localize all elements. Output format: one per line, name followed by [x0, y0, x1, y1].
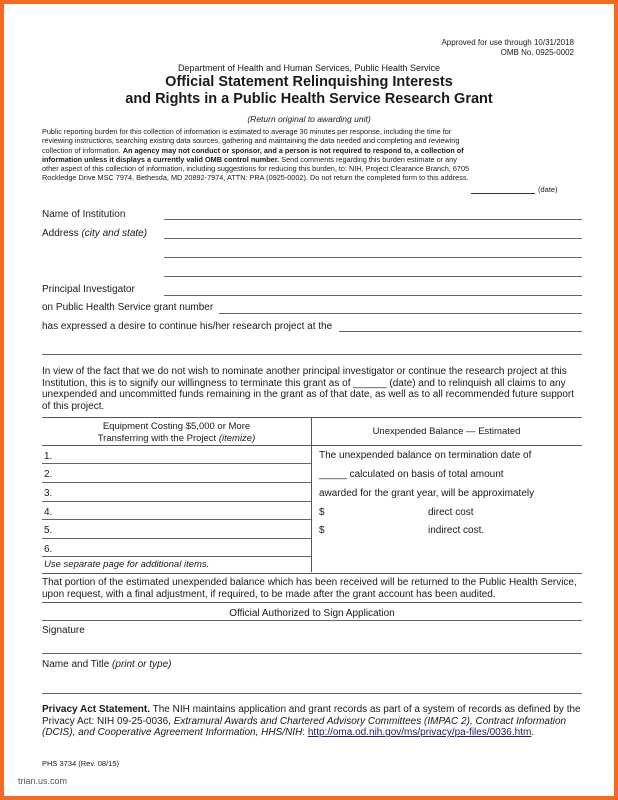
- table-header-divider: [42, 445, 582, 446]
- grant-number-label: on Public Health Service grant number: [42, 302, 214, 313]
- burden-statement: [42, 127, 474, 183]
- privacy-text-1: The NIH maintains application and grant records as part of a system of records as defined by the Privacy Act: NIH 09-25-0036,: [42, 704, 581, 727]
- indirect-dollar: $: [319, 525, 325, 536]
- address-label-text: Address: [42, 228, 79, 239]
- official-heading-rule: [42, 620, 582, 621]
- privacy-statement: [42, 704, 582, 739]
- burden-bold: An agency may not conduct or sponsor, and a person is not required to respond to, a collection of information unless it displays a currently valid OMB control number.: [42, 145, 464, 164]
- burden-text-2: Send comments regarding this burden estimate or any other aspect of this collection of information, including suggestions for reducing this burden, to: NIH, Project Clearance Branch, 6705 Rockledge Drive MSC 7974, Bethesda, MD 20892-7974, ATTN: PRA (0925-0002). Do not return the completed form to this address.: [42, 154, 470, 183]
- privacy-text-3: .: [531, 727, 535, 739]
- portion-statement: That portion of the estimated unexpended balance which has been received will be returned to the Public Health Service, upon request, with a final adjustment, if required, to be made after the grant account has been audited.: [42, 577, 577, 600]
- form-number: PHS 3734 (Rev. 08/15): [42, 759, 119, 768]
- institution-label: Name of Institution: [42, 209, 126, 220]
- address-label: [42, 228, 147, 239]
- balance-line-3: awarded for the grant year, will be approximately: [319, 488, 535, 499]
- address-note: (city and state): [81, 228, 148, 239]
- desire-field-2[interactable]: [42, 354, 582, 355]
- name-title-note: (print or type): [112, 659, 172, 670]
- item-field-4[interactable]: [42, 519, 311, 520]
- burden-text-1: Public reporting burden for this collection of information is estimated to average 30 minutes per response, including the time for reviewing instructions, searching existing data sources, gathering and maintaining the data needed and completing and reviewing collection of information.: [42, 127, 460, 155]
- pi-label: Principal Investigator: [42, 284, 135, 295]
- address-field-2[interactable]: [164, 257, 582, 258]
- item-row-5: 5.: [44, 525, 53, 536]
- equipment-header: [42, 421, 311, 445]
- item-field-5[interactable]: [42, 538, 311, 539]
- form-title: [4, 74, 614, 108]
- name-title-label: [42, 659, 172, 670]
- equipment-header-line2: [42, 433, 311, 445]
- separate-page-note: Use separate page for additional items.: [44, 559, 210, 570]
- desire-label: has expressed a desire to continue his/her research project at the: [42, 321, 333, 332]
- item-field-6[interactable]: [42, 556, 311, 557]
- termination-statement: In view of the fact that we do not wish to nominate another principal investigator or continue the research project at this Institution, this is to signify our willingness to terminate this grant as of ______ (date) and to relinquish all claims to any unexpended and uncommitted funds remaining in the grant as of that date, as well as to all recommended future support of this project.: [42, 366, 574, 412]
- address-field-3[interactable]: [164, 276, 582, 277]
- omb-approval: [441, 38, 574, 58]
- item-field-3[interactable]: [42, 501, 311, 502]
- table-divider: [311, 417, 312, 572]
- return-note: (Return original to awarding unit): [247, 114, 371, 124]
- approval-date: Approved for use through 10/31/2018: [441, 38, 574, 47]
- balance-line-1: The unexpended balance on termination date of: [319, 450, 532, 461]
- title-line-2: and Rights in a Public Health Service Research Grant: [125, 91, 493, 107]
- itemize-note: (itemize): [218, 433, 256, 444]
- pi-field[interactable]: [164, 295, 582, 296]
- date-field[interactable]: [471, 192, 535, 194]
- privacy-heading: Privacy Act Statement.: [42, 704, 151, 715]
- direct-dollar: $: [319, 507, 325, 518]
- equipment-header-text: Transferring with the Project: [97, 433, 217, 444]
- item-field-1[interactable]: [42, 463, 311, 464]
- direct-cost-label: direct cost: [428, 507, 474, 518]
- privacy-italic: Extramural Awards and Chartered Advisory Committees (IMPAC 2), Contract Information (DCIS), and Cooperative Agreement Information, HHS/NIH: [42, 715, 567, 739]
- watermark: trian.us.com: [18, 776, 68, 786]
- signature-field[interactable]: [42, 653, 582, 654]
- indirect-cost-label: indirect cost.: [428, 525, 485, 536]
- name-title-field[interactable]: [42, 693, 582, 694]
- institution-field[interactable]: [164, 219, 582, 220]
- desire-field-1[interactable]: [339, 331, 582, 332]
- balance-line-2: _____ calculated on basis of total amount: [319, 469, 504, 480]
- privacy-link[interactable]: http://oma.od.nih.gov/ms/privacy/pa-files/0036.htm: [307, 727, 532, 739]
- privacy-text-2: :: [302, 727, 308, 739]
- official-divider: [42, 602, 582, 603]
- item-row-1: 1.: [44, 451, 53, 462]
- omb-number: OMB No. 0925-0002: [500, 48, 574, 57]
- date-label: (date): [538, 185, 558, 194]
- signature-label: Signature: [42, 625, 85, 636]
- item-row-6: 6.: [44, 544, 53, 555]
- item-row-2: 2.: [44, 469, 53, 480]
- equipment-header-line1: Equipment Costing $5,000 or More: [102, 421, 251, 432]
- name-title-text: Name and Title: [42, 659, 110, 670]
- department-line: Department of Health and Human Services, Public Health Service: [177, 63, 441, 73]
- grant-number-field[interactable]: [219, 313, 582, 314]
- item-row-4: 4.: [44, 507, 53, 518]
- item-row-3: 3.: [44, 488, 53, 499]
- balance-header: Unexpended Balance — Estimated: [372, 426, 521, 437]
- address-field-1[interactable]: [164, 238, 582, 239]
- item-field-2[interactable]: [42, 482, 311, 483]
- official-heading: Official Authorized to Sign Application: [229, 608, 395, 619]
- title-line-1: Official Statement Relinquishing Interests: [165, 74, 453, 90]
